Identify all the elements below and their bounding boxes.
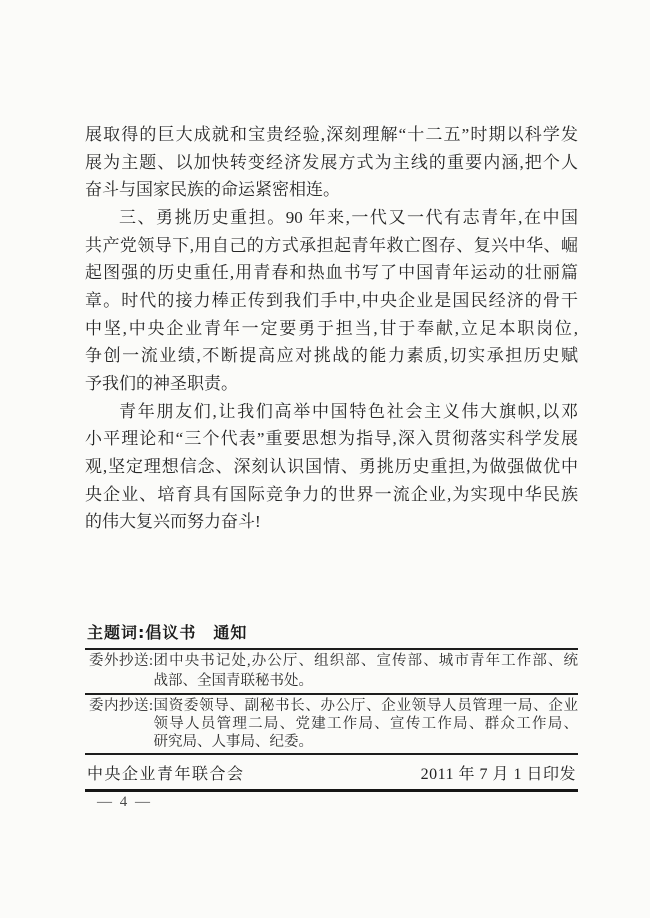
body-line: 的伟大复兴而努力奋斗! [85,512,261,532]
issuer-date-row [85,755,578,792]
body-line: 展为主题、以加快转变经济发展方式为主线的重要内涵,把个人 [85,152,578,172]
body-line: 予我们的神圣职责。 [85,373,238,393]
cc-internal-label: 委内抄送: [89,698,154,714]
cc-external-row [85,650,578,695]
body-line: 争创一流业绩,不断提高应对挑战的能力素质,切实承担历史赋 [85,346,578,366]
body-line: 小平理论和“三个代表”重要思想为指导,深入贯彻落实科学发展 [85,429,578,449]
cc-external-line: 战部、全国青联秘书处。 [153,672,314,689]
cc-internal-row [85,695,578,755]
cc-internal-lines [154,697,578,751]
cc-external-line: 团中央书记处,办公厅、组织部、宣传部、城市青年工作部、统 [153,653,578,669]
cc-internal-line: 研究局、人事局、纪委。 [153,734,314,750]
body-line: 起图强的历史重任,用青春和热血书写了中国青年运动的壮丽篇 [85,263,578,283]
cc-internal-line: 国资委领导、副秘书长、办公厅、企业领导人员管理一局、企业 [153,698,578,714]
cc-internal-line: 领导人员管理二局、党建工作局、宣传工作局、群众工作局、 [153,716,578,732]
cc-external-lines [154,652,578,691]
body-line: 观,坚定理想信念、深刻认识国情、勇挑历史重担,为做强做优中 [85,456,578,476]
body-line: 共产党领导下,用自己的方式承担起青年救亡图存、复兴中华、崛 [85,235,578,255]
body-line: 中坚,中央企业青年一定要勇于担当,甘于奉献,立足本职岗位, [85,318,578,338]
body-line: 青年朋友们,让我们高举中国特色社会主义伟大旗帜,以邓 [119,401,578,421]
page-number: — 4 — [97,794,152,810]
issuer-name: 中央企业青年联合会 [87,766,245,783]
document-footer-block [85,622,578,792]
body-line: 奋斗与国家民族的命运紧密相连。 [85,180,340,200]
body-text [85,121,578,536]
cc-external-label: 委外抄送: [89,653,154,669]
keyword-terms: 倡议书 通知 [145,623,248,642]
keyword-row [85,622,578,650]
body-line: 章。时代的接力棒正传到我们手中,中央企业是国民经济的骨干 [85,290,578,310]
body-line: 央企业、培育具有国际竞争力的世界一流企业,为实现中华民族 [85,484,578,504]
body-line: 展取得的巨大成就和宝贵经验,深刻理解“十二五”时期以科学发 [85,125,578,144]
print-date: 2011 年 7 月 1 日印发 [420,766,576,783]
body-line: 三、勇挑历史重担。90 年来,一代又一代有志青年,在中国 [119,207,578,227]
keyword-label: 主题词: [87,623,146,642]
